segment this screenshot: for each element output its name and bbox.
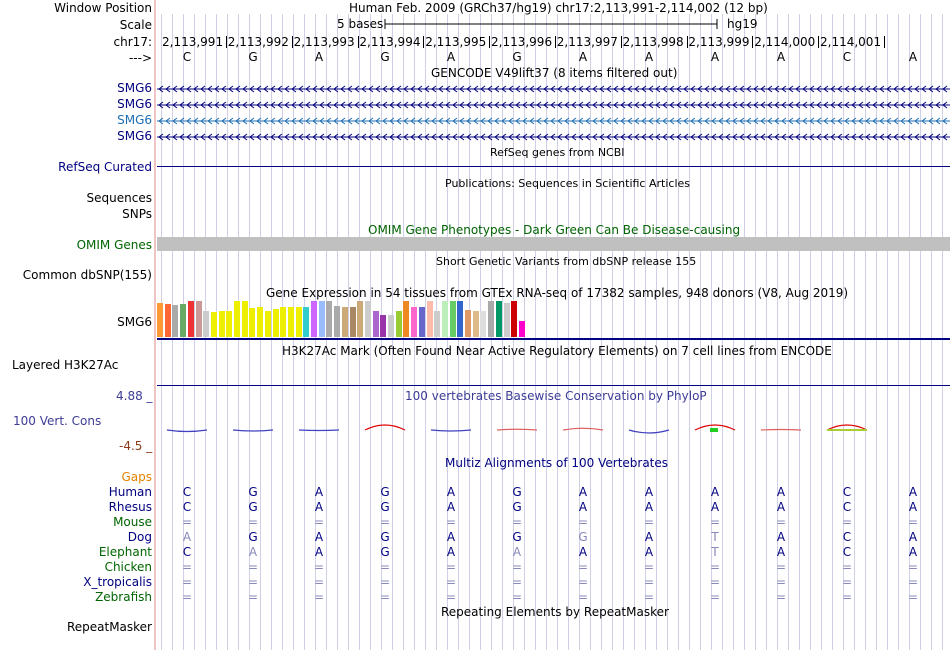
cons-peak [761,430,801,431]
coord-tick-mark [884,36,885,48]
alignment-base: = [709,515,721,529]
alignment-base: = [841,560,853,574]
omim-title[interactable]: OMIM Gene Phenotypes - Dark Green Can Be Disease-causing [368,223,741,237]
alignment-base: = [247,515,259,529]
alignment-base: G [380,500,390,514]
gtex-tissue-bar[interactable] [249,308,255,337]
alignment-base: = [445,575,457,589]
cons-max-label: 4.88 _ [116,389,153,403]
alignment-base: A [446,530,456,544]
alignment-base: G [248,485,258,499]
alignment-base: = [247,575,259,589]
multiz-title[interactable]: Multiz Alignments of 100 Vertebrates [445,456,669,470]
gtex-tissue-bar[interactable] [280,307,286,337]
repeatmasker-label[interactable]: RepeatMasker [66,620,152,634]
snps-label[interactable]: SNPs [122,207,152,221]
alignment-base: = [181,590,193,604]
gtex-tissue-bar[interactable] [350,307,356,337]
gtex-tissue-bar[interactable] [465,310,471,337]
base-letter: G [248,50,258,64]
base-letter: A [446,50,456,64]
publications-title[interactable]: Publications: Sequences in Scientific Articles [445,177,690,190]
alignment-base: A [446,485,456,499]
cons-peak [365,425,405,430]
omim-label[interactable]: OMIM Genes [76,238,152,252]
species-label[interactable]: Elephant [98,545,152,559]
alignment-base: C [842,545,852,559]
scale-bar [384,17,724,31]
gene-label[interactable]: SMG6 [117,113,152,127]
cons-peak [497,429,537,430]
alignment-base: = [511,590,523,604]
alignment-base: = [313,515,325,529]
alignment-base: = [775,575,787,589]
species-label[interactable]: Dog [127,530,152,544]
alignment-base: A [776,545,786,559]
cons-peak [563,428,603,430]
gtex-tissue-bar[interactable] [296,307,302,337]
gtex-tissue-bar[interactable] [480,311,486,337]
gtex-tissue-bar[interactable] [380,315,386,337]
alignment-base: T [711,530,719,544]
base-letter: A [710,50,720,64]
cons-peak [299,430,339,431]
gtex-bar-chart[interactable] [157,301,557,337]
gtex-tissue-bar[interactable] [265,311,271,337]
alignment-base: = [181,575,193,589]
gtex-tissue-bar[interactable] [434,311,440,337]
refseq-line[interactable] [157,166,950,167]
alignment-base: A [314,530,324,544]
alignment-base: = [313,590,325,604]
alignment-base: A [644,545,654,559]
coord-tick: 2,113,998 [622,35,684,49]
gene-intron-line[interactable] [157,132,950,142]
gene-label[interactable]: SMG6 [117,129,152,143]
alignment-base: A [644,530,654,544]
gtex-tissue-bar[interactable] [157,303,163,337]
gtex-tissue-bar[interactable] [273,309,279,337]
gtex-label[interactable]: SMG6 [117,315,152,329]
alignment-base: = [643,590,655,604]
omim-bar[interactable] [157,237,950,251]
alignment-base: = [907,515,919,529]
alignment-base: A [710,500,720,514]
base-letter: A [578,50,588,64]
species-label[interactable]: Human [108,485,152,499]
gtex-tissue-bar[interactable] [411,307,417,337]
alignment-base: = [445,515,457,529]
alignment-base: A [314,545,324,559]
base-letter: A [908,50,918,64]
window-position-label: Window Position [54,1,152,15]
refseq-label[interactable]: RefSeq Curated [58,160,152,174]
alignment-base: = [907,560,919,574]
gtex-tissue-bar[interactable] [473,311,479,337]
dbsnp-title[interactable]: Short Genetic Variants from dbSNP release 155 [436,255,697,268]
gtex-tissue-bar[interactable] [496,301,502,337]
gtex-tissue-bar[interactable] [457,301,463,337]
alignment-base: = [511,560,523,574]
alignment-base: = [313,575,325,589]
gtex-tissue-bar[interactable] [319,301,325,337]
cons-peak [233,430,273,431]
gtex-tissue-bar[interactable] [326,301,332,337]
gtex-tissue-bar[interactable] [172,305,178,337]
alignment-base: A [578,500,588,514]
alignment-base: A [248,545,258,559]
alignment-base: A [578,545,588,559]
species-label[interactable]: X_tropicalis [83,575,152,589]
sequences-label[interactable]: Sequences [86,191,152,205]
alignment-base: = [709,575,721,589]
alignment-base: A [512,545,522,559]
alignment-base: = [577,515,589,529]
gtex-tissue-bar[interactable] [196,301,202,337]
dbsnp-label[interactable]: Common dbSNP(155) [22,268,152,282]
alignment-base: = [445,590,457,604]
alignment-base: A [710,485,720,499]
h3k27ac-title[interactable]: H3K27Ac Mark (Often Found Near Active Regulatory Elements) on 7 cell lines from ENCODE [282,344,832,358]
gtex-tissue-bar[interactable] [334,306,340,337]
coord-tick: 2,113,999 [688,35,750,49]
alignment-base: = [379,575,391,589]
alignment-base: G [248,500,258,514]
coord-tick: 2,114,001 [820,35,882,49]
cons-peak [167,430,207,432]
gtex-tissue-bar[interactable] [288,307,294,337]
gene-label[interactable]: SMG6 [117,97,152,111]
alignment-base: = [577,590,589,604]
scale-label: Scale [119,18,152,32]
alignment-base: C [182,545,192,559]
gtex-tissue-bar[interactable] [257,307,263,337]
alignment-base: = [709,590,721,604]
base-letter: A [314,50,324,64]
alignment-base: A [776,530,786,544]
alignment-base: A [908,485,918,499]
refseq-title[interactable]: RefSeq genes from NCBI [490,146,625,159]
h3k27ac-label[interactable]: Layered H3K27Ac [12,358,119,372]
cons-highlight [710,428,718,432]
gtex-title[interactable]: Gene Expression in 54 tissues from GTEx RNA-seq of 17382 samples, 948 donors (V8, Aug 2019) [266,286,849,300]
cons-title[interactable]: 100 vertebrates Basewise Conservation by PhyloP [405,389,707,403]
gtex-tissue-bar[interactable] [180,304,186,337]
gtex-tissue-bar[interactable] [234,301,240,337]
gtex-tissue-bar[interactable] [488,301,494,337]
chrom-label: chr17: [113,35,152,49]
gencode-title[interactable]: GENCODE V49lift37 (8 items filtered out) [431,66,678,80]
alignment-base: G [380,485,390,499]
alignment-base: A [908,530,918,544]
alignment-base: A [908,500,918,514]
alignment-base: = [775,515,787,529]
gtex-tissue-bar[interactable] [226,311,232,337]
alignment-base: = [709,560,721,574]
cons-peak [629,430,669,433]
base-letter: A [776,50,786,64]
alignment-base: T [711,545,719,559]
coord-tick: 2,113,993 [293,35,355,49]
gtex-tissue-bar[interactable] [203,311,209,337]
scale-text: 5 bases [337,17,384,31]
base-letter: G [512,50,522,64]
species-label[interactable]: Chicken [104,560,152,574]
alignment-base: = [313,560,325,574]
alignment-base: C [182,485,192,499]
gtex-tissue-bar[interactable] [396,311,402,337]
alignment-base: G [380,530,390,544]
gtex-tissue-bar[interactable] [388,315,394,337]
alignment-base: = [775,560,787,574]
gtex-tissue-bar[interactable] [219,311,225,337]
gtex-tissue-bar[interactable] [450,301,456,337]
species-label[interactable]: Zebrafish [95,590,152,604]
alignment-base: A [446,545,456,559]
alignment-base: C [842,500,852,514]
coord-tick: 2,113,992 [227,35,289,49]
alignment-base: C [842,485,852,499]
alignment-base: = [643,560,655,574]
alignment-base: = [643,575,655,589]
base-letter: A [644,50,654,64]
alignment-base: = [643,515,655,529]
alignment-base: A [446,500,456,514]
alignment-base: A [644,500,654,514]
h3k27ac-baseline [157,385,950,386]
gtex-tissue-bar[interactable] [311,301,317,337]
gtex-tissue-bar[interactable] [211,312,217,337]
alignment-base: = [577,560,589,574]
gene-intron-line[interactable] [157,100,950,110]
gtex-tissue-bar[interactable] [419,307,425,337]
alignment-base: G [512,500,522,514]
cons-min-label: -4.5 _ [119,439,153,453]
alignment-base: = [511,515,523,529]
alignment-base: G [512,530,522,544]
window-position-value: Human Feb. 2009 (GRCh37/hg19) chr17:2,113,991-2,114,002 (12 bp) [349,1,768,15]
gtex-tissue-bar[interactable] [342,307,348,337]
gtex-tissue-bar[interactable] [188,301,194,337]
alignment-base: = [445,560,457,574]
coord-tick: 2,113,996 [491,35,553,49]
base-letter: G [380,50,390,64]
alignment-base: = [247,590,259,604]
strand-label: ---> [128,51,152,65]
gtex-tissue-bar[interactable] [165,304,171,337]
gtex-tissue-bar[interactable] [511,301,517,337]
gtex-tissue-bar[interactable] [242,301,248,337]
cons-plot[interactable] [157,405,950,455]
alignment-base: = [511,575,523,589]
species-label[interactable]: Rhesus [108,500,152,514]
coord-tick: 2,113,997 [556,35,618,49]
alignment-base: = [181,560,193,574]
alignment-base: = [841,515,853,529]
base-letter: C [842,50,852,64]
cons-peak [431,430,471,431]
species-label[interactable]: Mouse [113,515,152,529]
alignment-base: C [842,530,852,544]
cons-label[interactable]: 100 Vert. Cons [13,414,102,428]
coord-tick: 2,113,991 [162,35,224,49]
coord-tick: 2,113,995 [425,35,487,49]
repeatmasker-title[interactable]: Repeating Elements by RepeatMasker [441,605,669,619]
alignment-base: C [182,500,192,514]
gtex-tissue-bar[interactable] [504,303,510,337]
alignment-base: = [379,515,391,529]
alignment-base: G [380,545,390,559]
alignment-base: = [907,590,919,604]
assembly-label: hg19 [727,17,758,31]
base-letter: C [182,50,192,64]
alignment-base: = [577,575,589,589]
alignment-base: A [908,545,918,559]
alignment-base: = [841,590,853,604]
coord-tick: 2,113,994 [359,35,421,49]
alignment-base: G [578,530,588,544]
gtex-tissue-bar[interactable] [403,301,409,337]
alignment-base: = [181,515,193,529]
gaps-label[interactable]: Gaps [121,470,152,484]
alignment-base: = [379,590,391,604]
gtex-separator [157,338,950,340]
gtex-tissue-bar[interactable] [519,321,525,337]
alignment-base: = [775,590,787,604]
alignment-base: A [644,485,654,499]
alignment-base: A [314,485,324,499]
gene-label[interactable]: SMG6 [117,81,152,95]
alignment-base: G [248,530,258,544]
alignment-base: G [512,485,522,499]
gtex-tissue-bar[interactable] [427,301,433,337]
alignment-base: = [907,575,919,589]
gene-intron-line[interactable] [157,84,950,94]
gtex-tissue-bar[interactable] [357,301,363,337]
alignment-base: = [247,560,259,574]
gtex-tissue-bar[interactable] [365,301,371,337]
gtex-tissue-bar[interactable] [442,301,448,337]
alignment-base: A [182,530,192,544]
gtex-tissue-bar[interactable] [303,307,309,337]
alignment-base: A [314,500,324,514]
gene-intron-line[interactable] [157,116,950,126]
alignment-base: = [841,575,853,589]
alignment-base: = [379,560,391,574]
gtex-tissue-bar[interactable] [373,311,379,337]
alignment-base: A [776,485,786,499]
alignment-base: A [578,485,588,499]
coord-tick: 2,114,000 [754,35,816,49]
alignment-base: A [776,500,786,514]
